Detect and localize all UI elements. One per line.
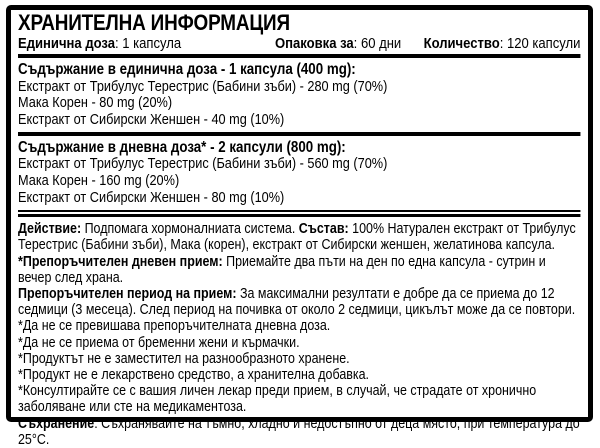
- ingredient-line: Мака Корен - 80 mg (20%): [18, 95, 173, 112]
- ingredient-line: Екстракт от Сибирски Женшен - 80 mg (10%): [18, 189, 285, 206]
- details-block: [18, 220, 580, 448]
- warning-line: *Продуктът не е заместител на разнообразното хранене.: [18, 350, 350, 367]
- storage-label: Съхранение: [18, 415, 95, 432]
- divider-thin-line: [18, 210, 580, 212]
- daily-dose-section: [18, 138, 580, 209]
- single-dose-field: [18, 35, 181, 52]
- divider: [18, 54, 580, 58]
- single-dose-value: : 1 капсула: [115, 35, 182, 52]
- ingredient-line: Екстракт от Трибулус Терестрис (Бабини зъби) - 560 mg (70%): [18, 156, 388, 173]
- nutrition-label: [6, 5, 593, 448]
- warning-line: *Да не се превишава препоръчителната дневна доза.: [18, 318, 331, 335]
- ingredient-line: Екстракт от Сибирски Женшен - 40 mg (10%): [18, 111, 285, 128]
- action-label: Действие:: [18, 221, 82, 238]
- composition-label: Състав:: [298, 221, 349, 238]
- dose-header-row: [18, 35, 580, 52]
- period-label: Препоръчителен период на прием:: [18, 286, 237, 303]
- ingredient-line: Екстракт от Трибулус Терестрис (Бабини зъби) - 280 mg (70%): [18, 78, 388, 95]
- action-text: Подпомага хормоналниата система.: [81, 221, 299, 238]
- ingredient-line: Мака Корен - 160 mg (20%): [18, 172, 180, 189]
- quantity-label: Количество: [423, 35, 500, 52]
- package-value: : 60 дни: [353, 35, 402, 52]
- warning-line: *Консултирайте се с вашия личен лекар преди прием, в случай, че страдате от хронично заболяване или сте на медикаментоза.: [18, 383, 537, 416]
- label-title: ХРАНИТЕЛНА ИНФОРМАЦИЯ: [18, 10, 290, 35]
- warning-line: *Да не се приема от бременни жени и кърмачки.: [18, 334, 300, 351]
- daily-dose-section-heading: Съдържание в дневна доза* - 2 капсули (800 mg):: [18, 138, 346, 156]
- package-label: Опаковка за: [274, 35, 354, 52]
- composition-text: 100% Натурален екстракт от Трибулус Терестрис (Бабини зъби), Мака (корен), екстракт от Сибирски женшен, желатинова капсула.: [18, 221, 576, 254]
- daily-intake-text: Приемайте два пъти на ден по една капсула - сутрин и вечер след храна.: [18, 253, 546, 286]
- quantity-value: : 120 капсули: [499, 35, 581, 52]
- storage-text: : Съхранявайте на тъмно, хладно и недостъпно от деца място, при температура до 25°C.: [18, 415, 580, 448]
- single-dose-section-heading: Съдържание в единична доза - 1 капсула (400 mg):: [18, 61, 356, 78]
- storage-paragraph: [18, 416, 580, 448]
- action-composition-paragraph: [18, 221, 580, 253]
- package-field: [275, 35, 401, 52]
- period-paragraph: [18, 286, 580, 318]
- warning-line: *Продукт не е лекарствено средство, а хранителна добавка.: [18, 367, 370, 384]
- divider: [18, 132, 580, 136]
- quantity-field: [424, 35, 581, 52]
- daily-intake-label: *Препоръчителен дневен прием:: [18, 253, 223, 270]
- single-dose-section: [18, 60, 580, 131]
- divider-thick-line: [18, 214, 580, 218]
- single-dose-label: Единична доза: [18, 35, 116, 52]
- divider-double: [18, 210, 580, 217]
- period-text: За максимални резултати е добре да се приема до 12 седмици (3 месеца). След период на почивка от около 2 седмици, цикълът може да се повтори.: [18, 286, 576, 319]
- daily-intake-paragraph: [18, 254, 580, 286]
